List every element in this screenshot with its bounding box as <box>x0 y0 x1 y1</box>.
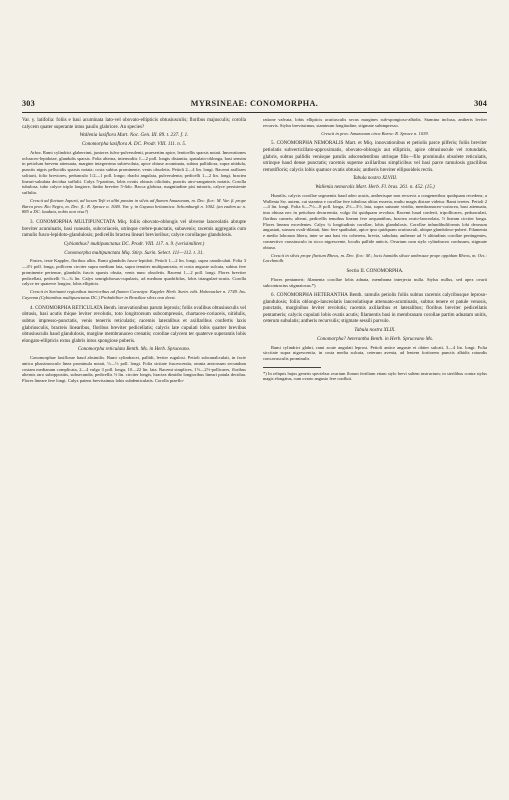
footnote: *) In reliquis hujus generis speciebus ovarium florum fertilium etiam stylo brevi saltem instructum; in sterilibus contra stylus magis elongatus, cum ovario angusto fere confluit. <box>263 370 487 382</box>
left-column <box>22 117 246 787</box>
paragraph: Wallenia laxiflora Mart. Noc. Gen. III. 89. t. 237. f. 1. <box>79 132 189 139</box>
paragraph: Flores pentameri; filamenta corollae lobis adnata, membrana interjecta nulla. Stylus nullus, sed apex ovarii subcontractus stigmatosus.*) <box>263 276 487 288</box>
paragraph: 5. CONOMORPHA NEMORALIS Mart. et Miq. innovationibus et petiolis parce pilferis; foliis breviter petiolatis subverticillato-approximatis, obovato-oblongis aut ellipticis, apice obtusiuscule vel rotundatis, glabris, subtus pallidis venisque patulis adscendentibus utrinque filis—filo prominulis obsolete reticulatis, utrinque haud dense punctatis; racemis superne axillaribus simplicibus vel basi parce ramulosis gracilibus remotifloris; calycis lobis quatuor ovatis obtusis; antheris breviter ellipsoideis rectis. <box>263 140 487 173</box>
paragraph: Conomorpha reticulata Benth. Ms. in Herb. Spruceano. <box>77 346 191 353</box>
paragraph: Wallenia nemoralis Mart. Herb. Fl. bras. 261. n. 452. (15.) <box>315 184 435 191</box>
paragraph: Conomorpha laxiflora A. DC. Prodr. VIII. 111. n. 5. <box>81 141 187 148</box>
paragraph: 6. CONOMORPHA HETERANTHA Benth. ramulis petiolis foliis subtus racemis calycibusque leproso-glandulosis; foliis oblongo-lanceolatis lanceolatisque attenuato-acuminatis, subtus tenere et patule venosis, punctatis, marginibus leviter revolutis; racemis axillaribus et lateralibus; floribus breviter pedicellatis pentameris; calycis cupulati lobis ovatis acutis; filamentis basi in membranam corollae partim adnatam unitis, ceterum subulatis; antheris recurvulis; stigmate sessili parvulo. <box>263 292 487 325</box>
paragraph: Tabula nostra XLIX. <box>354 327 396 334</box>
paragraph: Sectio II. CONOMORPHA. <box>346 268 404 275</box>
footnote-rule <box>263 367 321 368</box>
paragraph: Tabula nostra XLVIII. <box>352 175 398 182</box>
paragraph: Arbor. Rami cylindrici glaberrimi, juniores fulvo-pulverulenti, praesertim apice, lenticellis sparsis notati. Innovationes ochraceo-lepidotae, glandulis sparsis. Folia alterna, internodiis 1—2 poll. longis distantia, spatulato-oblonga, basi sensim in petiolum brevem attenuata, margine integerrima subrevoluta, apice obtuse acuminata, subtus pallidiora, supra nitidula, punctis nigris pellucidis sparsis notata; costa subtus prominente, venis obsoletis. Petioli 2—4 lin. longi. Racemi axillares solitarii, folio breviores, pedunculo 1/2—1 poll. longo; rhachi angulata, pulverulenta; pedicelli 1—2 lin. longi, bractea lineari-subulata decidua suffulti. Calyx 5-partitus, lobis ovatis obtusis ciliolatis, punctis atro-sanguineis notatis. Corolla tubulosa, tubo calyce triplo longiore, limbo breviter 5-fido. Bacca globosa, magnitudine pisi minoris, calyce persistente suffulta. <box>22 149 246 195</box>
paragraph: 4. CONOMORPHA RETICULATA Benth. innovationibus parum leprosis; foliis ovalibus obtusiusculis vel obtusis, basi acutis thique leviter revolutis, toto longitrorsum subcompressis, chartaceo-coriaceis, nitidulis, subtus impresso-punctatis, venis tenerris reticulatis; racemis lateralibus et axillaribus confertis laxis glabriusculis, bracteis linearibus, floribus breviter pedicellatis; calycis late cupulati lobis quarter brevibus obtusiusculis haud glandulosis, margine membranaceo crenatis; corollae calycem ter quaterve superantis lobis elongato-ellipticis extus glabris intus spongiose puberis. <box>22 304 246 344</box>
paragraph: Rami cylindrici glabri, rami acute angulati leprosi. Petioli antice anguste et obiter sulcati, 3—4 lin. longi. Folia siccitate supra nigrescentia, in costa media sulcata, ceterum avenia, ad lentem fortiorem punctis albidis rotundis concavusculis prominulis <box>263 344 487 362</box>
paragraph: Cybianthus? multipunctatus DC. Prodr. VIII. 117. n. 9. (verisimiliter.) <box>63 241 205 248</box>
page-number-left: 303 <box>22 99 35 108</box>
paragraph: Conomorphae laxiflorae haud absimilis. Rami cylindracei, pallidi, leviter rugulosi. Petioli subcanaliculati, in facie antica plussimosculo linea prominula notati, ½—⅓ poll. longi. Folia sicitate fuscescentia, omnia antrorsum secundum costam medianam complicata, 2—4 vulgo 3 poll. longa, 10—22 lin. lata. Racemi simplices, 1½—2½-pollicares, floribus alternis raro suboppositis, subsecundis, pedicellis ½ lin. circiter longis, bractea dimidio longioribus lineari patula decidua. Flores lineare fere longi. Calyx patens brevissimus lobis subdenticulatis. Corolla praeflo- <box>22 355 246 384</box>
paragraph: Crescit ad fluvium Japurá, ad locum Tefé et alibi passim in silvis ad flumen Amazonum, m. Dec. flor.: M. Var. β. prope Barra prov. Rio Negro, m. Dec. fl.: R. Spruce n. 1040. Var. γ. in Guyana britannica: Schomburgk n. 1002. (an eadem ac n. 885 a DC. laudata, nobis non visa?) <box>22 197 246 215</box>
paragraph: Conomorpha multipunctata Miq. Stirp. Surin. Select. 111—112. t. 31. <box>64 249 204 256</box>
paragraph: ratione valvata, lobis ellipticis acutiusculis secus margines sub-spongioso-albidis. Stamina inclusa, antheris leviter recurvis. Stylus brevissimus, staminum longitudine, stigmate subimpresso. <box>263 117 487 128</box>
paragraph: Frutex, teste Kappler, floribus albis. Rami glandulis fusco-lepidoti. Petioli 1—2 lin. longi, supra canaliculati. Folia 3—4½ poll. longa, pollicem circiter supra medium lata, supra tenuiter multipunctata, et costa anguste sulcata, subtus fere prominente pertenue, glandulis fuscis sparsis obsita, venis nunc obsoletis. Racemi 1—2 poll. longi. Flores breviter pedicellati, pedicelli ½—¾ lin. Calyx semiglobosus-cupularis, ad medium quadrifidus, lobis triangulari-acutis. Corolla calyce ter quaterve longior, lobis ellipticis. <box>22 258 246 287</box>
running-header <box>22 99 487 111</box>
header-rule <box>22 112 487 113</box>
page-number-right: 304 <box>474 99 487 108</box>
paragraph: Crescit in silvis prope fluvium Rheos, m. Dec. flor.: M.; locis humidis silvae umbrosae prope oppidum Rheos, m. Oct.: Lacchmolh. <box>263 252 487 264</box>
paragraph: Humilis, calycis corollae segmentis haud adeo acutis, antherisque non recurvis a congeneribus quidquam recedens; a Wallenia Sw. autem, cui stamina e corollae fere tubulosa altius exserta, multo magis distare videtur. Rami teretes. Petioli 2—4 lin. longi. Folia 6—7½—8 poll. longa, 2½—3½, lata, supra saturate viridia, membranaceo-coriacea, basi attenuata, ima obtusa nec in petiolum decurrentia, vulgo ibi quidquam revoluta. Racemi haud conferti, tripollicares, pedunculati, floribus carneis; alterni, pedicellis tenuibus lineam fere aequantibus, bractea ovato-lanceolata, ½ lineam circiter longa. Flores lineam excedentes. Calyx ¼ longitudinis corollae, lobis glandulosis. Corollae infundibuliformis lobi deorsum angustati, sursum ovali-dilatati, hinc fere spathulati, apice ipso quidquam acutiusculi, ubique glanduloso-puberi. Filamenta e medio loborum libera, inter se una basi vix coherens, brevia, subulata; antherae ad ½ altitudinis corollae pertingentes, connectivo crassiusculo in sicco nigrescente, loculis pallide anticis. Ovarium cum stylo cylindraceo confusum, stigmate obtuso. <box>263 192 487 250</box>
running-title: MYRSINEAE: CONOMORPHA. <box>190 99 319 108</box>
paragraph: Conomorpha? heterantha Benth. in Herb. Spruceano Ms. <box>316 335 434 342</box>
paragraph: Crescit in prov. Amazonum circa Barra: R. Spruce n. 1039. <box>321 130 429 136</box>
paragraph: Var. γ. latifolia: foliis e basi acuminata lato-vel obovato-ellipticis obtusiusculis; floribus majusculis; corolla calycem quater superante intus pauilo glabriore. An species? <box>22 117 246 130</box>
book-page <box>22 0 487 800</box>
right-column <box>263 117 487 787</box>
paragraph: 3. CONOMORPHA MULTIPUNCTATA Miq. foliis obovato-oblongis vel obverse lanceolatis abrupte breviter acuminatis, basi cuneatis, subcoriaceis, utrinque crebre-punctatis, subavenis; racemis aggregatis cum ramulis fusco-lepidoto-glandulosis; pedicellis bractea lineari brevioribus; calyce corollaque glandulosis. <box>22 219 246 239</box>
paragraph: Crescit in Surinami regionibus interioribus ad flumen Corantyn: Kappler Herb. Surin. edit. Hohenacker n. 1749. Ins. Cayenna (Cybianthus multipunctatus DC.) Probabiliter in Brasiliae silvis non deest. <box>22 289 246 301</box>
